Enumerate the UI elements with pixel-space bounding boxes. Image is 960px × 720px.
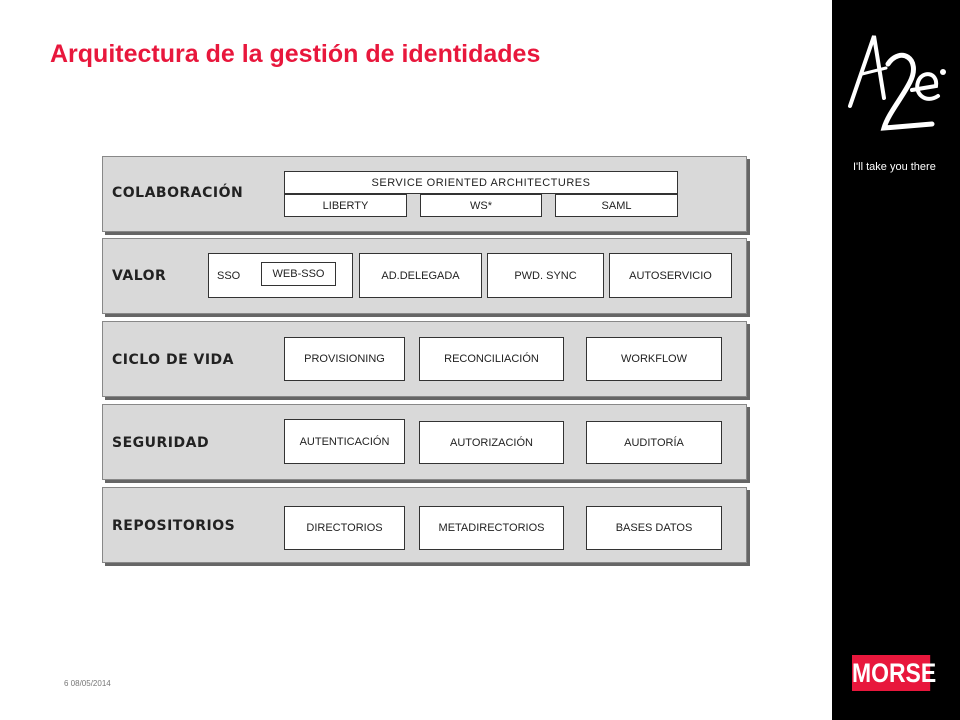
slide-footer: 6 08/05/2014 [64,679,111,688]
provisioning-box: PROVISIONING [284,337,405,381]
liberty-box: LIBERTY [284,194,407,217]
saml-box: SAML [555,194,678,217]
directorios-box: DIRECTORIOS [284,506,405,550]
layer-label-ciclo-de-vida: CICLO DE VIDA [112,352,235,368]
autenticacion-box: AUTENTICACIÓN [284,419,405,464]
web-sso-box: WEB-SSO [261,262,336,286]
ad-delegada-box: AD.DELEGADA [359,253,482,298]
soa-box: SERVICE ORIENTED ARCHITECTURES [284,171,678,194]
layer-label-seguridad: SEGURIDAD [112,435,210,451]
auditoria-box: AUDITORÍA [586,421,722,464]
reconciliacion-box: RECONCILIACIÓN [419,337,564,381]
layer-label-repositorios: REPOSITORIOS [112,518,236,534]
metadirectorios-box: METADIRECTORIOS [419,506,564,550]
brand-tagline: I'll take you there [853,161,936,173]
layer-label-valor: VALOR [112,268,167,284]
layer-label-colaboracion: COLABORACIÓN [112,185,244,201]
a2e-logo [840,28,950,158]
autorizacion-box: AUTORIZACIÓN [419,421,564,464]
ws-box: WS* [420,194,542,217]
sso-box: SSO [208,253,353,298]
workflow-box: WORKFLOW [586,337,722,381]
autoservicio-box: AUTOSERVICIO [609,253,732,298]
pwd-sync-box: PWD. SYNC [487,253,604,298]
bases-datos-box: BASES DATOS [586,506,722,550]
page-title: Arquitectura de la gestión de identidades [50,40,541,68]
morse-logo: MORSE [852,655,930,691]
